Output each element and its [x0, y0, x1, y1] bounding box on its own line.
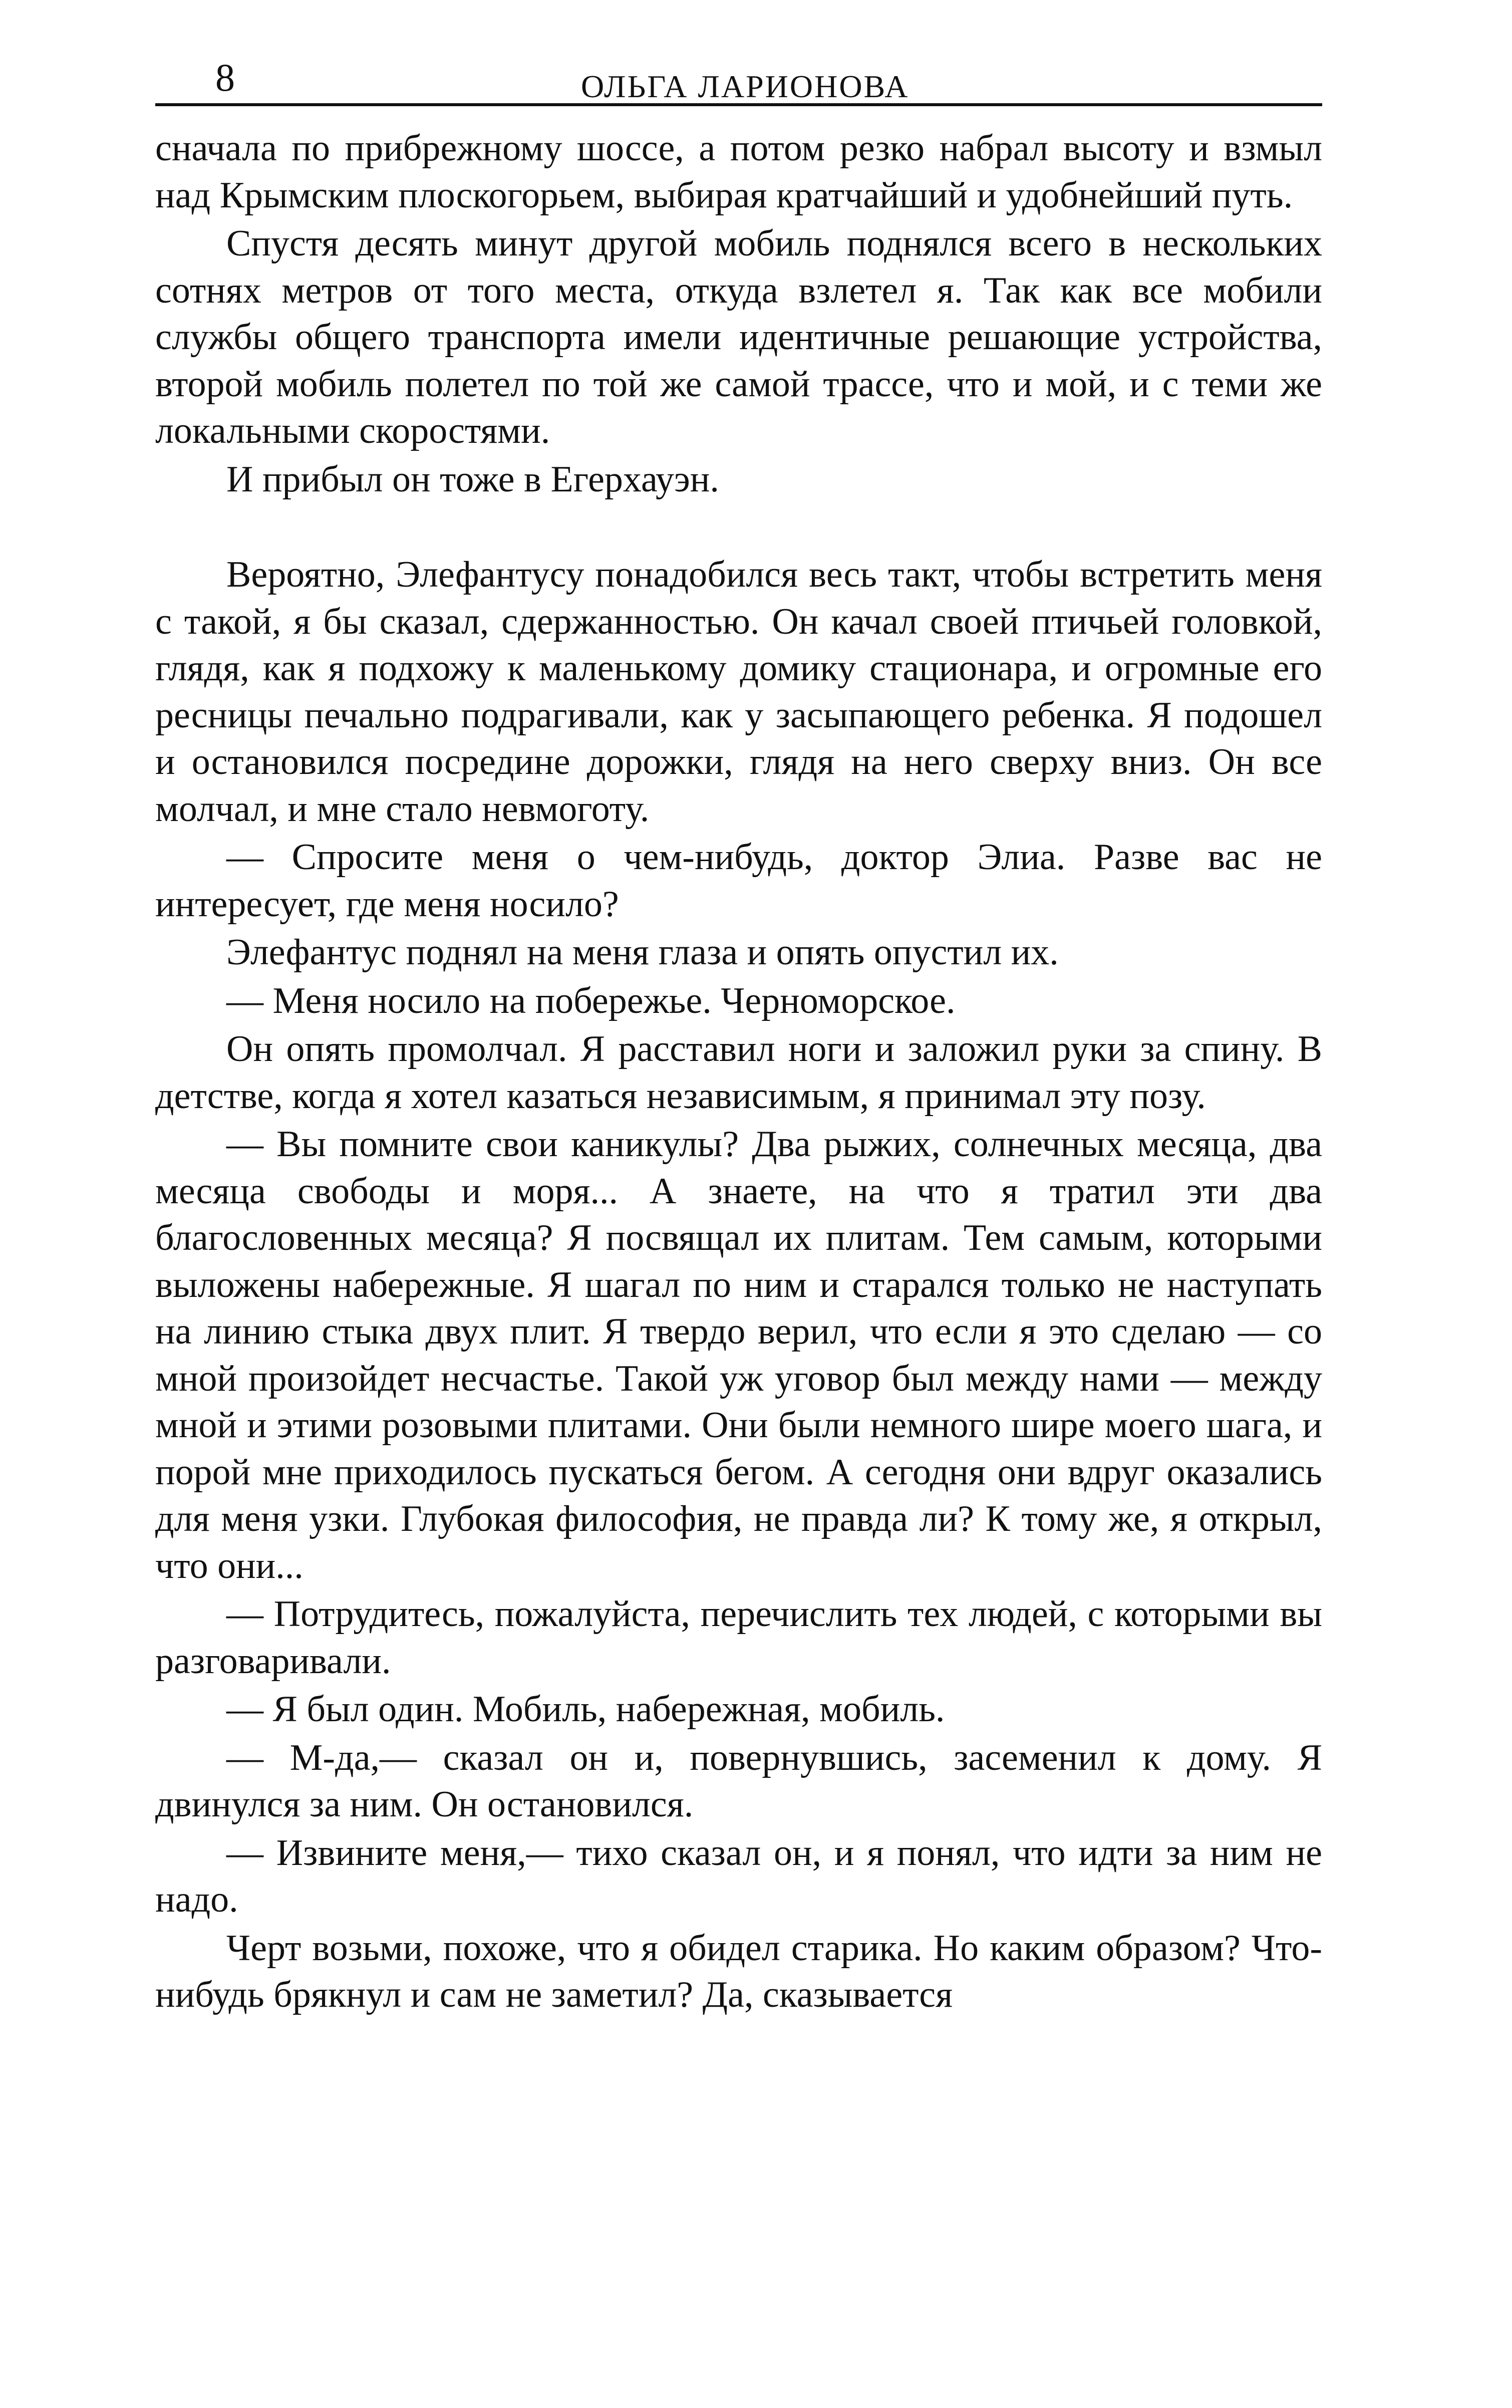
header-rule — [155, 103, 1322, 106]
paragraph: Он опять промолчал. Я расставил ноги и заложил руки за спину. В детстве, когда я хотел казаться независимым, я принимал эту позу. — [155, 1028, 1322, 1117]
page-number: 8 — [215, 56, 235, 99]
body-text — [155, 125, 1322, 2020]
dialogue-paragraph: — Меня носило на побережье. Черноморское. — [226, 980, 956, 1021]
paragraph: Спустя десять минут другой мобиль поднялся всего в нескольких сотнях метров от того места, откуда взлетел я. Так как все мобили службы общего транспорта имели идентичные решающие устройства, второй мобиль полетел по той же самой трассе, что и мой, и с теми же локальными скоростями. — [155, 223, 1322, 451]
paragraph: Элефантус поднял на меня глаза и опять опустил их. — [226, 932, 1059, 973]
running-head — [155, 50, 1322, 105]
section-break — [155, 504, 1322, 552]
paragraph: сначала по прибрежному шоссе, а потом резко набрал высоту и взмыл над Крымским плоскогорьем, выбирая кратчайший и удобнейший путь. — [155, 128, 1322, 216]
dialogue-paragraph: — Извините меня,— тихо сказал он, и я понял, что идти за ним не надо. — [155, 1832, 1322, 1920]
paragraph: Черт возьми, похоже, что я обидел старика. Но каким образом? Что-нибудь брякнул и сам не заметил? Да, сказывается — [155, 1927, 1322, 2015]
dialogue-paragraph: — Спросите меня о чем-нибудь, доктор Элиа. Разве вас не интересует, где меня носило? — [155, 837, 1322, 925]
paragraph: Вероятно, Элефантусу понадобился весь такт, чтобы встретить меня с такой, я бы сказал, сдержанностью. Он качал своей птичьей головкой, глядя, как я подхожу к маленькому домику стационара, и огромные его ресницы печально подрагивали, как у засыпающего ребенка. Я подошел и остановился посредине дорожки, глядя на него сверху вниз. Он все молчал, и мне стало невмоготу. — [155, 554, 1322, 830]
dialogue-paragraph: — Я был один. Мобиль, набережная, мобиль. — [226, 1689, 945, 1730]
dialogue-paragraph: — М-да,— сказал он и, повернувшись, засеменил к дому. Я двинулся за ним. Он остановился. — [155, 1737, 1322, 1825]
dialogue-paragraph: — Вы помните свои каникулы? Два рыжих, солнечных месяца, два месяца свободы и моря... А знаете, на что я тратил эти два благословенных месяца? Я посвящал их плитам. Тем самым, которыми выложены набережные. Я шагал по ним и старался только не наступать на линию стыка двух плит. Я твердо верил, что если я это сделаю — со мной произойдет несчастье. Такой уж уговор был между нами — между мной и этими розовыми плитами. Они были немного шире моего шага, и порой мне приходилось пускаться бегом. А сегодня они вдруг оказались для меня узки. Глубокая философия, не правда ли? К тому же, я открыл, что они... — [155, 1124, 1322, 1586]
running-title: ОЛЬГА ЛАРИОНОВА — [581, 69, 910, 104]
paragraph: И прибыл он тоже в Егерхауэн. — [226, 458, 719, 500]
dialogue-paragraph: — Потрудитесь, пожалуйста, перечислить тех людей, с которыми вы разговаривали. — [155, 1593, 1322, 1682]
